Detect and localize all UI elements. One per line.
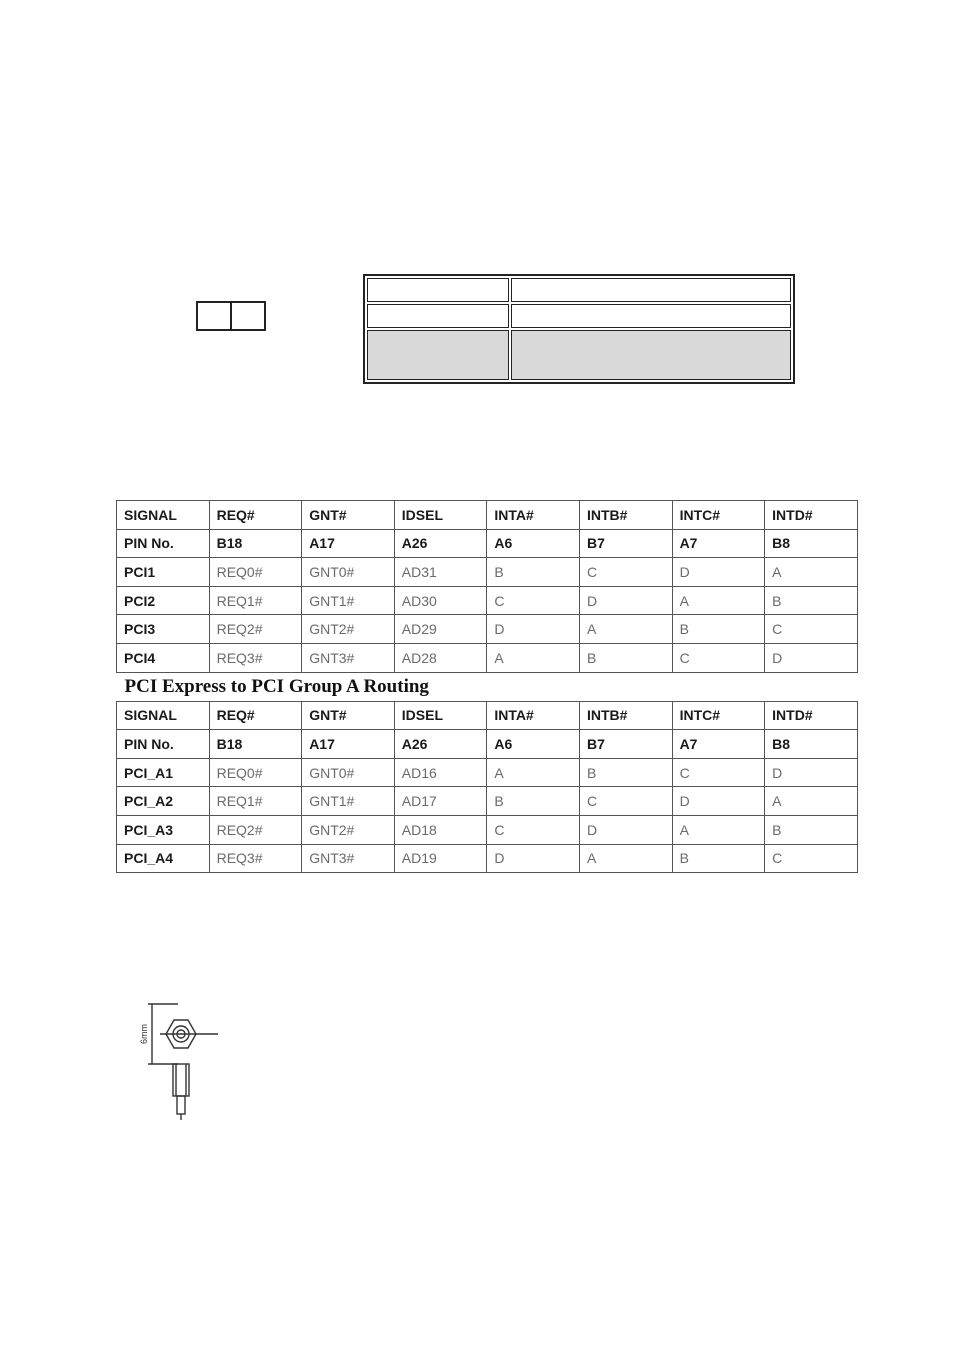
column-header: SIGNAL bbox=[117, 701, 210, 730]
table-cell: REQ1# bbox=[209, 787, 302, 816]
pin-cell: A17 bbox=[302, 529, 395, 558]
dimension-label: 6mm bbox=[139, 1024, 149, 1044]
setting-cell bbox=[367, 330, 509, 380]
table-cell: A bbox=[579, 844, 672, 873]
column-header: INTD# bbox=[765, 701, 858, 730]
pin-cell: PIN No. bbox=[117, 529, 210, 558]
table-cell: B bbox=[672, 615, 765, 644]
table-cell: A bbox=[487, 758, 580, 787]
column-header: INTA# bbox=[487, 501, 580, 530]
table-cell: PCI_A2 bbox=[117, 787, 210, 816]
column-header: SIGNAL bbox=[117, 501, 210, 530]
jumper-diagram bbox=[196, 301, 266, 331]
table-cell: REQ0# bbox=[209, 758, 302, 787]
table-cell: AD16 bbox=[394, 758, 487, 787]
table-cell: B bbox=[765, 815, 858, 844]
table-cell: D bbox=[672, 558, 765, 587]
pin-cell: PIN No. bbox=[117, 730, 210, 759]
pin-number-row bbox=[117, 730, 858, 759]
table-cell: GNT2# bbox=[302, 615, 395, 644]
pin-cell: B7 bbox=[579, 730, 672, 759]
table-row bbox=[117, 643, 858, 672]
table-cell: D bbox=[765, 643, 858, 672]
table-cell: C bbox=[672, 643, 765, 672]
table-cell: REQ2# bbox=[209, 615, 302, 644]
table-cell: AD29 bbox=[394, 615, 487, 644]
table-cell: PCI2 bbox=[117, 586, 210, 615]
column-header: INTC# bbox=[672, 701, 765, 730]
table-cell: AD31 bbox=[394, 558, 487, 587]
table-cell: AD28 bbox=[394, 643, 487, 672]
table-cell: REQ1# bbox=[209, 586, 302, 615]
table-cell: B bbox=[487, 787, 580, 816]
table-cell: PCI1 bbox=[117, 558, 210, 587]
column-header: GNT# bbox=[302, 701, 395, 730]
table-cell: C bbox=[579, 787, 672, 816]
column-header: IDSEL bbox=[394, 701, 487, 730]
pin-cell: B8 bbox=[765, 529, 858, 558]
table-cell: REQ3# bbox=[209, 844, 302, 873]
table-header-row bbox=[117, 501, 858, 530]
table-cell: C bbox=[487, 815, 580, 844]
table-cell: A bbox=[672, 815, 765, 844]
table-cell: B bbox=[579, 758, 672, 787]
column-header: INTB# bbox=[579, 501, 672, 530]
column-header: INTA# bbox=[487, 701, 580, 730]
table-cell: C bbox=[765, 844, 858, 873]
pin-cell: A7 bbox=[672, 730, 765, 759]
column-header: REQ# bbox=[209, 501, 302, 530]
table-cell: GNT1# bbox=[302, 787, 395, 816]
table-cell: D bbox=[672, 787, 765, 816]
pin-cell: A6 bbox=[487, 529, 580, 558]
table-cell: C bbox=[487, 586, 580, 615]
table-cell: REQ3# bbox=[209, 643, 302, 672]
group-a-section bbox=[117, 672, 858, 873]
table-cell: D bbox=[487, 844, 580, 873]
table-cell: GNT3# bbox=[302, 844, 395, 873]
pin-cell: B18 bbox=[209, 730, 302, 759]
column-header: INTB# bbox=[579, 701, 672, 730]
table-cell: A bbox=[765, 787, 858, 816]
table-cell: D bbox=[579, 815, 672, 844]
table-cell: C bbox=[579, 558, 672, 587]
table-cell: D bbox=[487, 615, 580, 644]
jumper-pin-1 bbox=[198, 303, 230, 329]
table-cell: REQ0# bbox=[209, 558, 302, 587]
table-cell: A bbox=[579, 615, 672, 644]
table-cell: AD30 bbox=[394, 586, 487, 615]
table-row bbox=[117, 586, 858, 615]
table-row bbox=[117, 844, 858, 873]
pin-cell: A26 bbox=[394, 730, 487, 759]
table-cell: D bbox=[765, 758, 858, 787]
setting-cell bbox=[511, 304, 791, 328]
table-cell: A bbox=[672, 586, 765, 615]
column-header: INTC# bbox=[672, 501, 765, 530]
table-header-row bbox=[117, 701, 858, 730]
table-cell: GNT1# bbox=[302, 586, 395, 615]
setting-cell bbox=[511, 330, 791, 380]
table-cell: A bbox=[487, 643, 580, 672]
table-cell: A bbox=[765, 558, 858, 587]
pin-cell: A26 bbox=[394, 529, 487, 558]
table-cell: GNT0# bbox=[302, 758, 395, 787]
table-cell: B bbox=[579, 643, 672, 672]
table-cell: C bbox=[672, 758, 765, 787]
standoff-thread-icon bbox=[177, 1096, 185, 1114]
table-cell: PCI_A3 bbox=[117, 815, 210, 844]
column-header: REQ# bbox=[209, 701, 302, 730]
table-cell: REQ2# bbox=[209, 815, 302, 844]
column-header: IDSEL bbox=[394, 501, 487, 530]
table-cell: PCI_A1 bbox=[117, 758, 210, 787]
table-row bbox=[117, 815, 858, 844]
table-cell: AD18 bbox=[394, 815, 487, 844]
table-cell: B bbox=[765, 586, 858, 615]
pci-slot-section bbox=[117, 501, 858, 673]
pin-cell: A7 bbox=[672, 529, 765, 558]
table-cell: PCI4 bbox=[117, 643, 210, 672]
table-cell: D bbox=[579, 586, 672, 615]
section-title: PCI Express to PCI Group A Routing bbox=[117, 672, 858, 701]
pin-number-row bbox=[117, 529, 858, 558]
column-header: INTD# bbox=[765, 501, 858, 530]
pci-routing-table bbox=[116, 500, 858, 873]
pin-cell: A17 bbox=[302, 730, 395, 759]
setting-cell bbox=[511, 278, 791, 302]
pin-cell: B18 bbox=[209, 529, 302, 558]
table-cell: PCI_A4 bbox=[117, 844, 210, 873]
table-cell: AD17 bbox=[394, 787, 487, 816]
table-cell: C bbox=[765, 615, 858, 644]
table-cell: AD19 bbox=[394, 844, 487, 873]
table-cell: B bbox=[487, 558, 580, 587]
pin-cell: B7 bbox=[579, 529, 672, 558]
standoff-drawing bbox=[138, 998, 228, 1122]
setting-cell bbox=[367, 278, 509, 302]
table-cell: GNT2# bbox=[302, 815, 395, 844]
section-title-row bbox=[117, 672, 858, 701]
setting-cell bbox=[367, 304, 509, 328]
table-cell: B bbox=[672, 844, 765, 873]
table-cell: GNT0# bbox=[302, 558, 395, 587]
pin-cell: B8 bbox=[765, 730, 858, 759]
table-row bbox=[117, 615, 858, 644]
table-row bbox=[117, 558, 858, 587]
jumper-pin-2 bbox=[230, 303, 264, 329]
table-cell: PCI3 bbox=[117, 615, 210, 644]
pin-cell: A6 bbox=[487, 730, 580, 759]
column-header: GNT# bbox=[302, 501, 395, 530]
table-cell: GNT3# bbox=[302, 643, 395, 672]
table-row bbox=[117, 758, 858, 787]
jumper-setting-table bbox=[363, 274, 795, 384]
table-row bbox=[117, 787, 858, 816]
